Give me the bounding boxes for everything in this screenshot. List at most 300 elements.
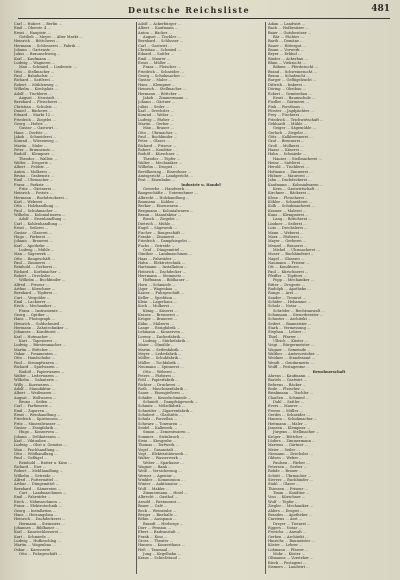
directory-entry: Seifert ... Baumeister ...	[268, 321, 312, 326]
directory-entry: August ... Tischler ...	[143, 35, 181, 40]
directory-entry: Meyer ... Lederfabrik ...	[138, 352, 182, 357]
directory-entry: Weber ... Sparkasse ...	[143, 460, 184, 465]
directory-entry: Heinrich ... Böttcherei ...	[14, 39, 60, 44]
directory-entry: Wilhelm ... Getreide ...	[14, 473, 56, 478]
directory-entry: August ... Wollwaren ...	[14, 395, 57, 400]
directory-entry: Sander ... Tierarzt ...	[268, 295, 306, 300]
directory-entry: Industrie u. Handel	[181, 182, 221, 187]
directory-entry: Heitmann ... Maler ...	[268, 421, 308, 426]
directory-entry: Ahlers ... Drogist ...	[268, 508, 304, 513]
directory-entry: Kirchner ... Bäckerei ...	[268, 191, 311, 196]
directory-entry: Kolb ... Schuhmacherei ...	[268, 204, 315, 209]
directory-entry: Ernst ... Seilerei ...	[14, 226, 49, 231]
directory-entry: Karl ... Kunstschlosserei ...	[14, 530, 63, 535]
directory-entry: Gerdes ... Schneider ...	[268, 412, 310, 417]
directory-entry: Heinrich ... Dachdeckerei ...	[14, 517, 66, 522]
directory-entry: Otto ... Handschuhe ...	[14, 356, 56, 361]
directory-entry: Schäfer ... Kesselschmiede ...	[138, 395, 192, 400]
directory-entry: Dörr ... Pension ...	[138, 525, 171, 530]
directory-entry: Bartels ... Gastwirt ...	[268, 378, 308, 383]
directory-entry: Winkler ... Kommission ...	[138, 478, 185, 483]
directory-entry: Stark ... Vermessung ...	[268, 326, 311, 331]
directory-entry: Thomas ... Torfwerk ...	[138, 443, 179, 448]
directory-entry: Schulz ... Porzellan ...	[138, 417, 178, 422]
directory-entry: Lorenz ... Zuckerfabrik ...	[138, 334, 185, 339]
directory-entry: August ... Neustadt ...	[19, 95, 59, 100]
directory-entry: Simon ... Zementwaren ...	[143, 430, 191, 435]
directory-entry: Otto ... Holzhandlung ...	[14, 204, 58, 209]
directory-entry: Götz ... Kalkbrennerei ...	[268, 134, 313, 139]
directory-entry: Carl ... Gastwirt ...	[138, 43, 172, 48]
directory-entry: Christian ... Schulstr. ...	[14, 104, 58, 109]
directory-entry: Johann ... Delikatessen ...	[14, 434, 61, 439]
directory-entry: Sauer ... Eisengießerei ...	[138, 391, 185, 396]
directory-entry: Böhm ... Ausspann ...	[138, 517, 177, 522]
directory-entry: Gewerbe ... Handwerk ...	[143, 187, 189, 192]
directory-entry: Hahn ... Schmiede ...	[268, 152, 307, 157]
directory-entry: Franz ... Fleischer ...	[143, 65, 181, 70]
directory-entry: Michel ... Uhrmacherei ...	[273, 247, 320, 252]
directory-entry: Geiger ... Sägemühle ...	[273, 126, 316, 131]
directory-entry: Heß ... Tanzsaal ...	[138, 547, 172, 552]
directory-entry: Karl ... Viktualien ...	[14, 439, 51, 443]
directory-entry: Friedrich ... Ziegelei ...	[14, 117, 56, 122]
directory-entry: Curt ... Landmaschinen ...	[19, 491, 67, 496]
directory-entry: Evers ... Maurer ...	[268, 404, 303, 409]
directory-entry: Kraus ... Schießstand ...	[138, 556, 182, 561]
directory-entry: Friedrich ... Dampfziegelei ...	[138, 239, 192, 244]
directory-entry: Nagel ... Glaserei ...	[268, 256, 305, 261]
directory-entry: Hermann ... Steinmetz ...	[19, 521, 65, 526]
directory-entry: Gustav ... Gastwirt ...	[19, 126, 58, 131]
directory-entry: Thiessen ... Friseur ...	[268, 486, 308, 491]
directory-entry: Hugo ... Färberei ...	[14, 234, 50, 239]
directory-entry: Lüders ... Zimmermann ...	[268, 439, 316, 443]
directory-entry: Thiel ... Pfarrer ...	[268, 334, 301, 339]
directory-entry: Bernhard ... Fleischerei ...	[14, 100, 62, 105]
directory-entry: Bernhard ... Schlosser ...	[138, 39, 184, 44]
directory-entry: Kaiser ... Fuhrgeschäft ...	[138, 291, 185, 296]
directory-entry: Kaufmann ... Kolonialwaren ...	[268, 182, 324, 187]
directory-entry: Rudolf ... Papierwaren ...	[19, 369, 65, 374]
directory-entry: Frey ... Fischerei ...	[268, 113, 304, 118]
directory-entry: Gerken ... Architekt ...	[268, 534, 309, 539]
directory-entry: Bergmann ... Kolonialwaren ...	[138, 208, 194, 213]
directory-entry: Heinrich ... Stellmacher ...	[138, 87, 187, 92]
directory-entry: Richard ... Eier ...	[14, 465, 47, 470]
directory-entry: Klein ... Lagerhaus ...	[138, 300, 177, 304]
directory-entry: Bernhard ... Töpferei ...	[14, 291, 57, 296]
directory-entry: Paul ... Bahnhofstr. ...	[14, 74, 54, 79]
directory-entry: Sommer ... Steinbruch ...	[138, 434, 184, 439]
directory-entry: Theodor ... Töpfer ...	[143, 156, 181, 161]
directory-entry: Peters ... Färberei ...	[138, 373, 176, 378]
directory-entry: Brandt ... Herberge ...	[143, 521, 184, 526]
directory-entry: Burger ... Geflügelzucht ...	[268, 78, 317, 83]
directory-entry: Friedrich ... Spirituosen ...	[14, 417, 63, 422]
directory-entry: Robert ... Mühlenweg ...	[14, 82, 59, 87]
directory-entry: Menzel ... Brauerei ...	[268, 243, 308, 248]
directory-entry: Hans ... Klempner ...	[138, 82, 176, 87]
directory-entry: Schumann ... Steuerberater ...	[268, 313, 324, 318]
directory-entry: Becker ... Eisenwaren ...	[138, 204, 183, 209]
directory-entry: Voss ... Kürschner ...	[268, 495, 306, 500]
directory-entry: Wulf ... Töpfer ...	[268, 499, 299, 504]
directory-entry: Ludwig ... Bürstenmacher ...	[14, 343, 66, 348]
directory-entry: Peter ... Glaser ...	[138, 139, 170, 144]
directory-entry: Engel ... Sägewerk ...	[138, 226, 177, 231]
directory-entry: Schwarz ... Tonwaren ...	[138, 421, 182, 426]
directory-entry: Bernhard ... Sämereien ...	[14, 486, 62, 491]
column-1	[14, 22, 136, 574]
directory-entry: Schmidt ... Dampfsägewerk ...	[143, 399, 198, 404]
directory-entry: Binder ... Ackerbau ...	[268, 56, 308, 61]
directory-entry: Adolf ... Ackerbürger ...	[138, 22, 181, 26]
directory-entry: Hansen ... Konzerthaus ...	[138, 543, 186, 548]
directory-entry: Paul ... Schuhmacher ...	[14, 208, 58, 213]
directory-entry: Kurt ... Tapezierer ...	[19, 339, 57, 344]
directory-entry: Carl ... Parfümerie ...	[14, 404, 53, 409]
directory-entry: Erich ... Mechaniker ...	[14, 304, 56, 309]
directory-entry: Braun ... Manufaktur ...	[138, 213, 181, 218]
directory-entry: Dietrich ... Mühle ...	[138, 221, 175, 226]
directory-entry: Hoffmann ... Bildhauer ...	[143, 278, 190, 283]
directory-entry: Neumann ... Spinnerei ...	[138, 365, 184, 370]
directory-entry: Rohde ... Brauer ...	[268, 469, 303, 474]
directory-entry: Georg ... Optiker ...	[14, 313, 50, 318]
directory-entry: Ohlsen ... Weber ...	[268, 456, 303, 461]
directory-entry: Paul ... Buchbinder ...	[138, 134, 178, 139]
directory-entry: Brinkmann ... Tischler ...	[268, 391, 314, 396]
directory-entry: Otto ... Wildhandlung ...	[14, 452, 58, 457]
directory-entry: Johann ... Gartenstr. ...	[14, 48, 56, 53]
directory-entry: Schneider ... Zigarrenfabrik ...	[138, 408, 194, 413]
directory-entry: Franke ... Zimmerei ...	[138, 234, 179, 239]
directory-entry: Moser ... Buchbinderei ...	[268, 252, 315, 257]
directory-entry: Jakob ... Zimmermann ...	[143, 95, 188, 100]
directory-entry: Gustav ... Maler ...	[138, 78, 172, 83]
directory-entry: Georg ... Installation ...	[14, 508, 57, 513]
directory-entry: Schröder ... Rechtsanwalt ...	[273, 308, 325, 313]
directory-entry: Brandes ... Apotheker ...	[268, 512, 313, 517]
directory-entry: Frank ... Kino ...	[138, 534, 168, 539]
directory-entry: Ernst ... Baumschule ...	[273, 95, 316, 100]
column-rule-2	[265, 22, 266, 574]
directory-entry: Jürgens ... Stellmacher ...	[273, 430, 320, 435]
directory-entry: Eckert ... Gemüsebau ...	[268, 91, 312, 96]
directory-entry: Robert ... Konditor ...	[138, 147, 177, 152]
directory-entry: Ludwig ... Färber ...	[138, 117, 175, 122]
directory-entry: Albrecht ... Holzhandlung ...	[138, 195, 190, 200]
directory-entry: Bode ... Fleischer ...	[268, 386, 305, 391]
directory-entry: Hans ... Heizungsbau ...	[14, 512, 58, 517]
directory-entry: Rudolf ... Kürschner ...	[138, 152, 180, 157]
page-number: 481	[371, 4, 390, 14]
directory-entry: Martin ... Gerber ...	[138, 121, 174, 126]
directory-entry: Baum ... Vorwerk ...	[268, 48, 305, 53]
directory-entry: Popp ... Mechaniker ...	[273, 278, 315, 283]
directory-entry: Alfred ... Friseur ...	[14, 282, 49, 287]
directory-entry: Niemann ... Drechsler ...	[268, 452, 313, 457]
directory-entry: Petersen ... Gerber ...	[268, 465, 308, 470]
directory-entry: Ritter ... Drogerie ...	[268, 282, 306, 287]
directory-entry: Stahl ... Glaser ...	[268, 482, 300, 487]
directory-entry: Anton ... Molkerei ...	[14, 169, 52, 174]
directory-entry: Paul ... Kürschnerei ...	[268, 269, 309, 274]
directory-entry: Maier ... Ölmühle ...	[138, 343, 175, 348]
directory-entry: Hahn ... Elektrotechnik ...	[138, 260, 186, 265]
directory-entry: Franz ... Instrumente ...	[19, 308, 63, 313]
directory-entry: Stephan ... Lehrer ...	[268, 330, 306, 335]
directory-entry: Otto ... Uhrmacher ...	[138, 130, 178, 135]
directory-entry: Lohmann ... Pfarrer ...	[268, 547, 309, 552]
directory-entry: Hugo ... Konserven ...	[19, 430, 59, 435]
directory-entry: Janssen ... Klempner ...	[268, 425, 311, 430]
directory-entry: Heinrich ... Poststr. ...	[14, 191, 54, 196]
directory-entry: Oltmanns ... Vorsteher ...	[268, 556, 314, 561]
directory-entry: Adolf ... Manufaktur ...	[14, 386, 56, 391]
directory-entry: Walter ... Drogerie ...	[14, 161, 53, 165]
directory-entry: Eduard ... Markt 12 ...	[14, 113, 55, 118]
directory-entry: Köster ... Lehrer ...	[268, 543, 303, 548]
directory-entry: Bewohnerschaft	[312, 369, 346, 374]
directory-entry: Berger ... Bierhalle ...	[138, 512, 178, 517]
directory-entry: Georg ... Schuhmacher ...	[138, 74, 185, 79]
directory-entry: Arthur ... Düngemittel ...	[14, 482, 60, 487]
directory-entry: Paul ... Zimmerei ...	[14, 260, 50, 265]
directory-entry: Timm ... Konditor ...	[273, 491, 310, 496]
directory-entry: Paul ... Strumpfwaren ...	[14, 360, 59, 365]
directory-entry: Krause ... Brennerei ...	[138, 313, 180, 318]
directory-entry: Martin ... Maler ...	[14, 143, 48, 148]
directory-entry: Richard ... Spielwaren ...	[14, 365, 60, 370]
directory-entry: Schubert ... Glashütte ...	[138, 412, 183, 417]
directory-entry: Heinrich ... Goldschmied ...	[14, 321, 64, 326]
directory-entry: Emil ... Fahrräder ...	[14, 495, 52, 500]
directory-entry: Adam ... Landwirt ...	[268, 22, 306, 26]
directory-entry: Johann ... Gärtner ...	[138, 100, 176, 105]
directory-entry: Busch ... Ziegelei ...	[143, 217, 180, 222]
directory-entry: Haase ... Käserei ...	[268, 147, 304, 152]
directory-entry: Hauser ... Stellmacherei ...	[273, 156, 322, 161]
directory-entry: Jahn ... Dachdeckerei ...	[268, 178, 312, 183]
directory-entry: Jakob ... Schneiderei ...	[14, 134, 57, 139]
directory-entry: Werner ... Agentur ...	[138, 473, 177, 478]
directory-entry: Carl ... Kohlenhandlung ...	[14, 221, 62, 226]
directory-entry: Ludwig ... Obst u. Gemüse ...	[14, 443, 67, 448]
directory-entry: Albrecht ... Gasthof ...	[138, 495, 179, 500]
directory-entry: Wilhelm ... Kirchplatz ...	[14, 87, 59, 92]
directory-entry: Carl ... Hubert ... Berlin ...	[14, 22, 62, 26]
directory-entry: Lindner ... Seilerei ...	[268, 221, 307, 226]
directory-entry: Fiedler ... Gärtnerei ...	[268, 100, 309, 105]
directory-entry: Groß ... Molkerei ...	[268, 143, 304, 148]
directory-entry: Richter ... Druckerei ...	[138, 382, 180, 387]
directory-entry: Martens ... Gärtner ...	[268, 443, 308, 448]
directory-entry: Lutz ... Drechslerei ...	[268, 226, 308, 231]
directory-entry: Oskar ... Karosserie ...	[14, 547, 55, 552]
directory-entry: Max ... Sägewerk ...	[14, 252, 51, 257]
directory-entry: Kühn ... Mälzerei ...	[138, 321, 174, 326]
directory-entry: Gottlieb ... Meyer ... Alter Markt ...	[19, 35, 83, 40]
directory-entry: Heinz ... Sattlerei ...	[268, 161, 305, 165]
directory-entry: Richard ... Friseur ...	[138, 143, 176, 148]
directory-entry: Jäger ... Wagenbau ...	[138, 286, 178, 291]
directory-entry: Bauer ... Rittergut ...	[268, 43, 306, 48]
directory-entry: Bruno ... Grabenstr. ...	[14, 174, 55, 179]
directory-entry: Haas ... Fahrräder ...	[138, 256, 176, 261]
directory-entry: Pfeiffer ... Töpferei ...	[268, 273, 307, 278]
directory-entry: Döring ... Obstbau ...	[268, 87, 307, 92]
directory-entry: Bruno ... Seifen ...	[19, 399, 52, 404]
directory-entry: Kramer ... Malerei ...	[268, 208, 307, 213]
directory-entry: Kröger ... Böttcher ...	[268, 434, 307, 439]
directory-entry: Carstens ... Arzt ...	[268, 517, 303, 522]
directory-entry: Ullrich ... Küster ...	[273, 339, 308, 344]
directory-entry: Müller ... Tuchfabrik ...	[138, 360, 181, 365]
directory-entry: Amtsgericht ... Landgericht ...	[138, 174, 193, 179]
directory-entry: Konrad ... Wiesenweg ...	[14, 139, 59, 144]
directory-entry: Ludwig ... Hufbeschlag ...	[14, 538, 61, 543]
directory-entry: Albert ... Weißwaren ...	[14, 391, 57, 396]
directory-entry: Fritz ... Gärtnerei ...	[19, 187, 56, 192]
directory-entry: Baier ... Gutsbesitzer ...	[268, 30, 312, 35]
directory-entry: Lehmann ... Konserven ...	[138, 330, 185, 335]
directory-entry: Bauer ... Café ...	[138, 504, 168, 509]
directory-entry: Reinhold ... Butter u. Käse ...	[19, 460, 72, 465]
directory-entry: Wilhelm ... Drogist ...	[138, 165, 177, 170]
directory-entry: Gerlach ... Ziegelei ...	[268, 130, 308, 135]
directory-entry: Ott ... Konditorei ...	[268, 265, 304, 270]
directory-entry: Max ... Schmied ... Lindenstr. ...	[19, 65, 77, 70]
running-title: Deutsche Reichsliste	[128, 5, 250, 15]
directory-entry: Walter ... Mechaniker ...	[138, 161, 183, 165]
directory-entry: Dahl ... Sattler ...	[273, 399, 305, 404]
directory-entry: Heinrich ... Dachdecker ...	[138, 269, 187, 274]
directory-entry: Horn ... Schmiede ...	[138, 282, 176, 287]
directory-entry: Paulsen ... Färber ...	[273, 460, 310, 465]
directory-entry: Böhme ... Pferdezucht ...	[273, 65, 318, 70]
directory-entry: Hans ... Dorfstr. ...	[14, 130, 48, 135]
directory-entry: Erich ... Nähmaschinen ...	[14, 499, 62, 504]
column-2	[138, 22, 264, 574]
directory-entry: Julius ... Braunschweig ...	[14, 52, 61, 57]
directory-entry: Willy ... Kurzwaren ...	[14, 382, 54, 387]
directory-entry: Johann ... Brauerei ...	[14, 239, 53, 244]
directory-entry: Emil ... Maurer ...	[138, 56, 171, 61]
text-columns	[14, 22, 390, 574]
directory-entry: Albert ... Feldstr. ...	[14, 165, 50, 170]
directory-entry: Emil ... Oberstr. 4 ...	[14, 26, 51, 31]
directory-entry: Herrmann ... Steinmetz ...	[138, 273, 186, 278]
directory-entry: Hans ... Photograph ...	[14, 317, 55, 322]
directory-entry: Eduard ... Sattler ...	[138, 52, 175, 57]
directory-entry: Emil ... Lackierer ...	[14, 300, 51, 304]
directory-entry: Friedrich ... Teichwirtschaft ...	[268, 117, 324, 122]
directory-entry: Hermann ... Schlosserei ... Fabrik ...	[14, 43, 80, 48]
directory-entry: Peter ... Brunnenstr. ...	[14, 147, 56, 152]
directory-entry: Friedrich ... Schneider ...	[138, 69, 184, 74]
directory-entry: Paul ... Geflügel ...	[14, 456, 48, 461]
directory-entry: Seidel ... Kalkwerk ...	[138, 425, 177, 430]
directory-entry: Frerichs ... Anwalt ...	[268, 530, 307, 535]
directory-entry: Fink ... Forsthaus ...	[268, 104, 305, 109]
directory-entry: Naumann ... Friseur ...	[268, 260, 310, 265]
directory-entry: Hübner ... Maurerei ...	[268, 174, 310, 179]
directory-entry: Förster ... Jagdpächter ...	[268, 108, 314, 113]
directory-entry: Roth ... Maschinenfabrik ...	[138, 386, 188, 391]
column-rule-1	[136, 22, 137, 574]
directory-entry: Arthur ... Kürschner ...	[14, 286, 56, 291]
directory-entry: Marx ... Färberei ...	[268, 234, 304, 239]
directory-entry: Wolf ... Makler ...	[138, 486, 170, 491]
directory-entry: Franz ... Parkstr. ...	[14, 182, 49, 187]
directory-entry: Voigt ... Bürgermeister ...	[268, 343, 315, 348]
directory-entry: Mann ... Weberei ...	[268, 230, 304, 235]
directory-entry: Franz ... Elektrotechnik ...	[14, 504, 62, 509]
directory-entry: Wilhelm ... Buchbinder ...	[19, 278, 66, 283]
directory-entry: Graf ... Düngemittel ...	[143, 247, 185, 252]
directory-entry: Wilhelm ... Kolonialwaren ...	[14, 213, 66, 218]
directory-entry: Fuchs ... Getreide ...	[138, 243, 176, 248]
directory-entry: Pohl ... Papierfabrik ...	[138, 378, 179, 383]
directory-entry: Oskar ... Posamenten ...	[14, 352, 58, 357]
directory-entry: Barth ... Domäne ...	[268, 39, 304, 44]
directory-entry: Hinrichs ... Baumeister ...	[268, 538, 315, 543]
directory-entry: Schuster ... Architekt ...	[268, 317, 312, 322]
directory-entry: Kunz ... Klempnerei ...	[268, 213, 309, 218]
directory-entry: Meier ... Seiler ...	[268, 447, 300, 452]
directory-entry: Weidner ... Standesamt ...	[268, 356, 316, 361]
directory-entry: Lang ... Böttcherei ...	[273, 217, 312, 222]
directory-entry: Wilhelm ... Galanterie ...	[14, 378, 59, 383]
directory-entry: Fritz ... Mineralwasser ...	[14, 421, 61, 426]
directory-entry: Freese ... Müller ...	[268, 408, 303, 413]
directory-entry: Rudolf ... Klempner ...	[14, 152, 55, 157]
directory-entry: Herold ... Tischlerei ...	[268, 165, 309, 170]
directory-entry: Hansen ... Schuhmacher ...	[268, 417, 318, 422]
directory-entry: Günther ... Landmaschinen ...	[138, 252, 193, 257]
directory-entry: Winter ... Auktionator ...	[138, 482, 183, 487]
directory-entry: Richard ... Korbmacher ...	[14, 269, 62, 274]
directory-entry: Ludwig ... Wagnerei ...	[14, 61, 56, 66]
directory-entry: Brand ... Schweinezucht ...	[268, 69, 317, 74]
directory-entry: Konrad ... Weber ...	[138, 113, 174, 118]
directory-entry: Hartmann ... Installation ...	[138, 265, 188, 270]
directory-entry: Zimmermann ... Hotel ...	[143, 491, 188, 496]
directory-entry: Gustav ... Glaserei ...	[14, 230, 53, 235]
directory-entry: Baumann ... Kohlen ...	[138, 200, 179, 205]
directory-entry: Bär ... Pächter ...	[273, 35, 304, 40]
directory-entry: Robert ... Mehlhandlung ...	[14, 469, 64, 474]
directory-entry: Adolf ... Eisenhandlung ...	[19, 217, 67, 222]
directory-entry: Schäfer ... Hebamme ...	[268, 300, 312, 304]
directory-entry: Karl ... Drechsler ...	[138, 108, 174, 113]
directory-entry: Martin ... Wagenbau ...	[14, 543, 56, 548]
directory-entry: Köhler ... Schneiderei ...	[268, 200, 313, 205]
directory-entry: Ludwig ... Mühle ...	[19, 247, 55, 252]
directory-entry: Schmitz ... Möbelfabrik ...	[138, 404, 186, 409]
directory-entry: Rieck ... Postagent ...	[268, 560, 307, 565]
directory-entry: Walther ... Amtsvorsteher ...	[268, 352, 320, 357]
directory-entry: Bach ... Hofbesitzer ...	[268, 26, 309, 31]
directory-entry: Otto ... Baugeschäft ...	[14, 256, 55, 261]
directory-entry: Vogel ... Gasanstalt ...	[138, 447, 178, 452]
directory-entry: Wagner ... Bank ...	[138, 465, 172, 470]
directory-entry: Karl ... Apotheke ...	[14, 243, 50, 248]
directory-entry: Ziegler ... Mechaniker ...	[268, 504, 314, 509]
directory-entry: Fischer ... Baugeschäft ...	[138, 230, 185, 235]
